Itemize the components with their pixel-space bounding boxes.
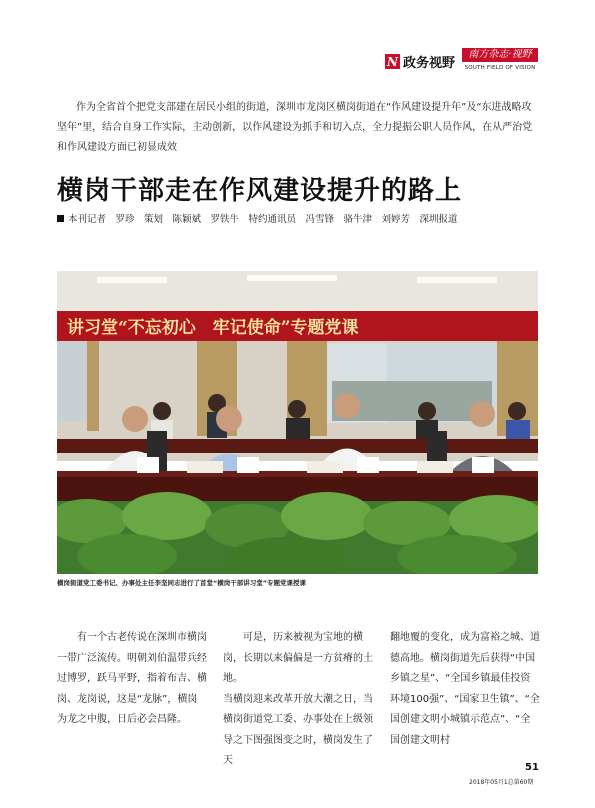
section-logo-icon: N (385, 54, 400, 69)
body-column-3: 翻地覆的变化，成为富裕之城、道德高地。横岗街道先后获得“中国乡镇之星”、“全国乡镇最佳投资环境100强”、“国家卫生镇”、“全国创建文明小城镇示范点”、“全国创建文明村 (390, 632, 540, 746)
page-number: 51 (525, 762, 539, 773)
section-title: 政务视野 (403, 56, 456, 71)
magazine-brand-en: SOUTH FIELD OF VISION (464, 65, 536, 71)
byline (57, 211, 458, 225)
byline-bullet-icon (57, 215, 64, 222)
article-title: 横岗干部走在作风建设提升的路上 (57, 176, 463, 206)
magazine-brand (462, 48, 538, 71)
issue-info: 2018年05月1总第60期 (469, 779, 534, 786)
meeting-photo-illustration (57, 271, 538, 574)
section-logo (385, 52, 455, 71)
photo-caption: 横岗街道党工委书记、办事处主任李坚同志进行了首堂“横岗干部讲习堂”专题党课授课 (57, 579, 307, 587)
body-column-2: 可是，历来被视为宝地的横岗，长期以来偏偏是一方贫瘠的土地。 当横岗迎来改革开放大潮之日，当横岗街道党工委、办事处在上级领导之下图强图变之时，横岗发生了天 (223, 632, 373, 766)
magazine-brand-cn: 南方杂志·视野 (462, 48, 538, 62)
banner-text: 讲习堂“不忘初心 牢记使命”专题党课 (67, 318, 359, 338)
byline-text: 本刊记者 罗珍 策划 陈颖斌 罗铁牛 特约通讯员 冯雪锋 骆牛津 刘婷芳 深圳报道 (68, 214, 458, 225)
article-photo (57, 271, 538, 574)
intro-paragraph: 作为全省首个把党支部建在居民小组的街道，深圳市龙岗区横岗街道在“作风建设提升年”及“东进战略攻坚年”里，结合自身工作实际，主动创新，以作风建设为抓手和切入点，全力提振公职人员作风，在从严治党和作风建设方面已初显成效 (57, 102, 533, 153)
body-column-1: 有一个古老传说在深圳市横岗一带广泛流传。明朝刘伯温带兵经过博罗，跃马平野，指着布吉、横岗、龙岗说，这是“龙脉”，横岗为龙之中腹，日后必会昌隆。 (57, 632, 207, 725)
